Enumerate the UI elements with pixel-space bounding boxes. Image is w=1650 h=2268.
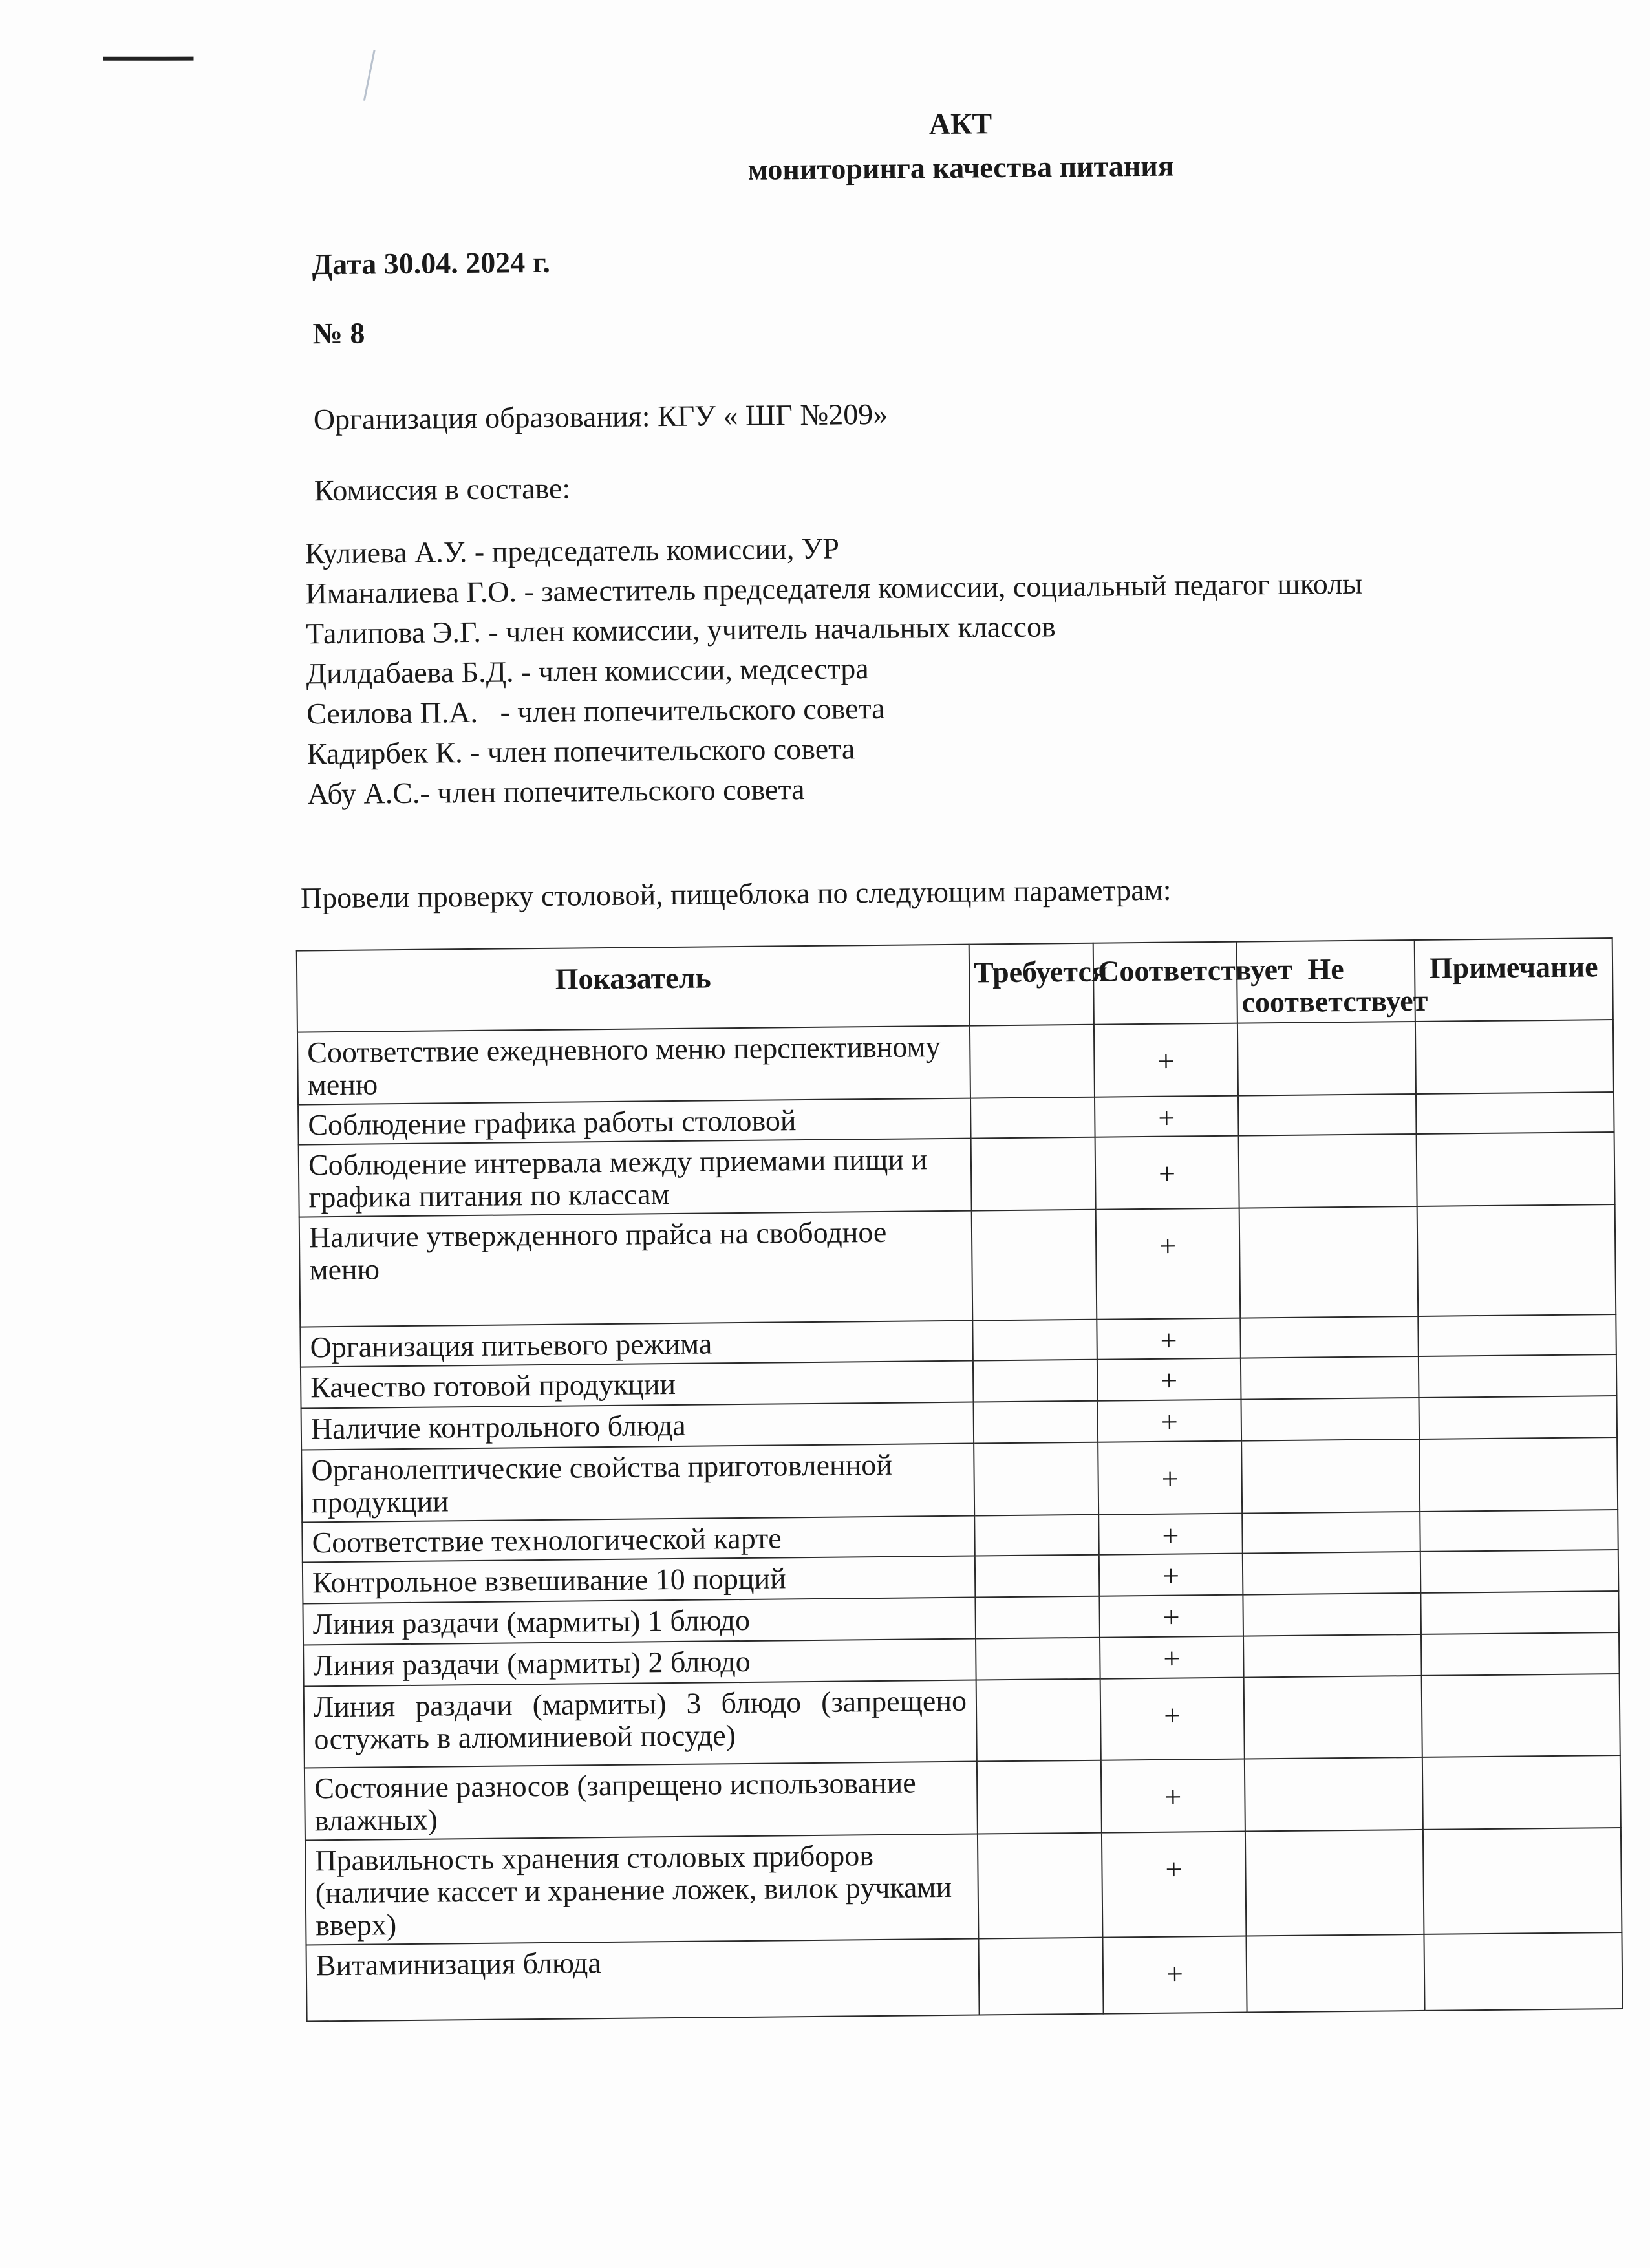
commission-member: Иманалиева Г.О. - заместитель председателя комиссии, социальный педагог школы <box>305 566 1363 610</box>
param-cell: Соответствие технологической карте <box>302 1516 975 1563</box>
required-cell <box>972 1210 1097 1321</box>
param-cell: Линия раздачи (мармиты) 2 блюдо <box>303 1639 976 1687</box>
commission-list <box>305 524 1365 815</box>
header-required: Требуется <box>969 943 1094 1026</box>
required-cell <box>975 1596 1100 1639</box>
not-complies-cell <box>1246 1934 1424 2013</box>
note-cell <box>1419 1396 1617 1439</box>
not-complies-cell <box>1243 1552 1421 1595</box>
param-cell: Наличие утвержденного прайса на свободное меню <box>299 1211 973 1327</box>
act-number: № 8 <box>312 316 365 350</box>
complies-cell: + <box>1098 1514 1243 1555</box>
commission-member: Талипова Э.Г. - член комиссии, учитель начальных классов <box>305 610 1056 650</box>
not-complies-cell <box>1243 1634 1422 1678</box>
note-cell <box>1421 1632 1620 1676</box>
not-complies-cell <box>1240 1316 1419 1358</box>
header-param: Показатель <box>297 945 970 1032</box>
note-cell <box>1419 1354 1617 1398</box>
required-cell <box>978 1833 1103 1939</box>
complies-cell: + <box>1098 1441 1242 1515</box>
header-complies: Соответствует <box>1093 942 1238 1025</box>
note-cell <box>1418 1314 1616 1356</box>
required-cell <box>972 1320 1097 1361</box>
commission-member: Кадирбек К. - член попечительского совета <box>306 732 855 771</box>
not-complies-cell <box>1241 1356 1419 1400</box>
param-cell: Качество готовой продукции <box>301 1361 974 1409</box>
param-cell: Контрольное взвешивание 10 порций <box>303 1556 976 1604</box>
not-complies-cell <box>1245 1830 1424 1936</box>
not-complies-cell <box>1241 1439 1420 1514</box>
organization: Организация образования: КГУ « ШГ №209» <box>313 397 888 436</box>
note-cell <box>1416 1092 1614 1134</box>
commission-member: Абу А.С.- член попечительского совета <box>307 773 805 811</box>
not-complies-cell <box>1244 1676 1422 1759</box>
complies-cell: + <box>1094 1023 1238 1097</box>
note-cell <box>1420 1510 1618 1552</box>
commission-member: Кулиева А.У. - председатель комиссии, УР <box>305 531 840 570</box>
note-cell <box>1423 1828 1622 1934</box>
commission-member: Дилдабаева Б.Д. - член комиссии, медсестра <box>306 652 869 690</box>
required-cell <box>976 1679 1101 1762</box>
scan-artifact-line <box>103 57 194 61</box>
param-cell: Линия раздачи (мармиты) 1 блюдо <box>303 1598 976 1645</box>
table-row <box>306 1932 1623 2022</box>
scan-artifact-tick <box>363 50 376 101</box>
document-subtitle: мониторинга качества питания <box>747 149 1174 186</box>
table-row <box>301 1437 1618 1523</box>
param-cell: Соответствие ежедневного меню перспективному меню <box>297 1026 970 1105</box>
note-cell <box>1417 1132 1615 1206</box>
required-cell <box>977 1760 1102 1834</box>
required-cell <box>970 1097 1095 1139</box>
param-cell: Наличие контрольного блюда <box>301 1402 974 1450</box>
table-header-row <box>297 938 1613 1032</box>
not-complies-cell <box>1238 1022 1416 1096</box>
complies-cell: + <box>1097 1318 1241 1360</box>
param-cell: Витаминизация блюда <box>306 1939 980 2022</box>
not-complies-cell <box>1245 1757 1423 1832</box>
param-cell: Соблюдение интервала между приемами пищи и графика питания по классам <box>299 1139 972 1217</box>
table-row <box>297 1020 1614 1105</box>
commission-label: Комиссия в составе: <box>314 471 571 508</box>
required-cell <box>976 1638 1100 1680</box>
note-cell <box>1415 1020 1614 1094</box>
required-cell <box>974 1442 1098 1516</box>
required-cell <box>971 1137 1096 1211</box>
note-cell <box>1422 1674 1620 1757</box>
inspection-table <box>296 937 1623 2022</box>
note-cell <box>1419 1437 1618 1512</box>
complies-cell: + <box>1097 1358 1241 1401</box>
required-cell <box>978 1938 1103 2015</box>
required-cell <box>975 1555 1100 1598</box>
param-cell: Правильность хранения столовых приборов (наличие кассет и хранение ложек, вилок ручками вверх) <box>305 1834 979 1945</box>
note-cell <box>1424 1932 1622 2011</box>
complies-cell: + <box>1095 1096 1239 1137</box>
not-complies-cell <box>1238 1094 1417 1136</box>
param-cell: Соблюдение графика работы столовой <box>298 1098 971 1145</box>
required-cell <box>974 1401 1098 1444</box>
complies-cell: + <box>1102 1832 1247 1938</box>
table-row <box>299 1132 1615 1217</box>
complies-cell: + <box>1099 1554 1243 1596</box>
table-row <box>305 1828 1622 1945</box>
note-cell <box>1417 1204 1616 1316</box>
complies-cell: + <box>1100 1636 1244 1679</box>
document-heading <box>637 99 1284 193</box>
header-note: Примечание <box>1415 938 1613 1022</box>
header-not-complies: Не соответствует <box>1237 940 1415 1023</box>
note-cell <box>1420 1550 1619 1593</box>
param-cell: Организация питьевого режима <box>300 1321 973 1367</box>
not-complies-cell <box>1239 1134 1417 1208</box>
not-complies-cell <box>1243 1593 1421 1636</box>
note-cell <box>1420 1591 1619 1634</box>
complies-cell: + <box>1098 1400 1242 1442</box>
complies-cell: + <box>1096 1208 1241 1320</box>
required-cell <box>974 1515 1099 1556</box>
param-cell: Линия раздачи (мармиты) 3 блюдо (запрещено остужать в алюминиевой посуде) <box>304 1680 977 1768</box>
complies-cell: + <box>1101 1759 1245 1833</box>
not-complies-cell <box>1239 1206 1419 1318</box>
note-cell <box>1422 1755 1621 1830</box>
complies-cell: + <box>1099 1595 1243 1638</box>
commission-member: Сеилова П.А. - член попечительского совета <box>306 691 885 731</box>
param-cell: Органолептические свойства приготовленной продукции <box>301 1444 974 1523</box>
table-row <box>305 1755 1621 1841</box>
required-cell <box>970 1025 1095 1098</box>
table-row <box>299 1204 1616 1327</box>
complies-cell: + <box>1095 1136 1239 1210</box>
param-cell: Состояние разносов (запрещено использование влажных) <box>305 1762 978 1841</box>
table-row <box>304 1674 1620 1768</box>
not-complies-cell <box>1242 1512 1420 1554</box>
complies-cell: + <box>1100 1678 1245 1760</box>
inspection-intro: Провели проверку столовой, пищеблока по следующим параметрам: <box>300 873 1172 915</box>
not-complies-cell <box>1241 1398 1419 1441</box>
complies-cell: + <box>1102 1936 1247 2014</box>
document-title: АКТ <box>928 107 992 141</box>
required-cell <box>973 1360 1098 1402</box>
act-date: Дата 30.04. 2024 г. <box>312 245 551 281</box>
